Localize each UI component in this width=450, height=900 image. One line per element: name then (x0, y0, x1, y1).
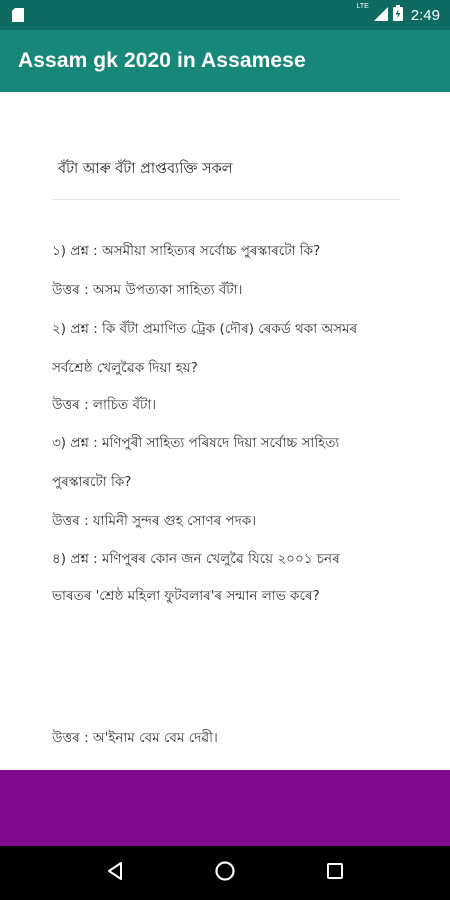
back-button[interactable] (95, 853, 135, 893)
status-right (356, 5, 440, 25)
answer-line-2: উত্তৰ : লাচিত বঁটা। (52, 397, 157, 413)
status-bar (0, 0, 450, 30)
question-line-2: ২) প্ৰশ্ন : কি বঁটা প্ৰমাণিত ট্ৰেক (দৌৰ) ৰেকৰ্ড থকা অসমৰ (52, 321, 358, 337)
status-time: 2:49 (410, 6, 440, 24)
status-left (12, 8, 24, 22)
app-title: Assam gk 2020 in Assamese (18, 49, 306, 72)
question-line-2-cont: সৰ্বশ্ৰেষ্ঠ খেলুৱৈক দিয়া হয়? (52, 360, 198, 376)
recents-icon (325, 861, 345, 885)
home-button[interactable] (205, 853, 245, 893)
question-line-3-cont: পুৰস্কাৰটো কি? (52, 474, 132, 490)
sd-card-icon (12, 8, 24, 22)
question-line-4-cont: ভাৰতৰ 'শ্ৰেষ্ঠ মহিলা ফুটবলাৰ'ৰ সন্মান লাভ কৰে? (52, 588, 320, 604)
navigation-bar (0, 846, 450, 900)
signal-icon (374, 6, 388, 25)
lte-label: LTE (356, 3, 369, 10)
home-icon (214, 860, 236, 886)
question-line-1: ১) প্ৰশ্ন : অসমীয়া সাহিত্যৰ সৰ্বোচ্চ পুৰস্কাৰটো কি? (52, 243, 321, 259)
content-area[interactable] (0, 92, 450, 770)
answer-line-4: উত্তৰ : অ'ইনাম বেম বেম দেৱী। (52, 730, 218, 746)
answer-line-3: উত্তৰ : যামিনী সুন্দৰ গুহ সোণৰ পদক। (52, 513, 257, 529)
answer-line-1: উত্তৰ : অসম উপত্যকা সাহিত্য বঁটা। (52, 282, 243, 298)
question-line-3: ৩) প্ৰশ্ন : মণিপুৰী সাহিত্য পৰিষদে দিয়া সৰ্বোচ্চ সাহিত্য (52, 435, 340, 451)
battery-icon (393, 5, 403, 25)
page-heading: বঁটা আৰু বঁটা প্ৰাপ্তব্যক্তি সকল (58, 161, 233, 177)
question-line-4: ৪) প্ৰশ্ন : মণিপুৰৰ কোন জন খেলুৱৈ যিয়ে ২০০১ চনৰ (52, 551, 340, 567)
divider (52, 199, 400, 200)
back-icon (105, 861, 125, 885)
recents-button[interactable] (315, 853, 355, 893)
ad-banner[interactable] (0, 770, 450, 846)
app-bar (0, 30, 450, 92)
